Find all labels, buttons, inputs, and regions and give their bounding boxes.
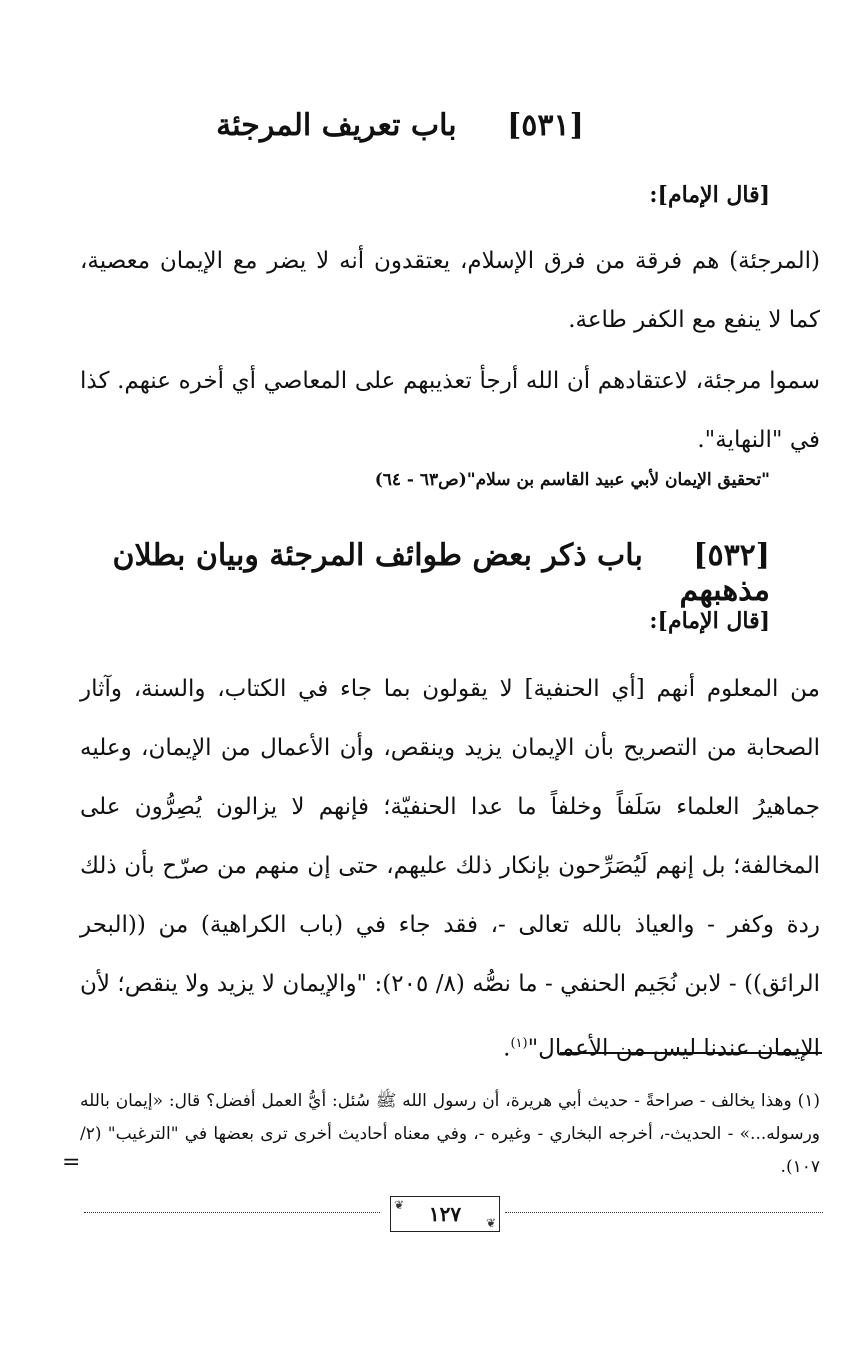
main-paragraph-text: من المعلوم أنهم [أي الحنفية] لا يقولون بما جاء في الكتاب، والسنة، وآثار الصحابة من التصريح بأن الإيمان يزيد وينقص، وأن الأعمال من الإيمان، وعليه جماهيرُ العلماء سَلَفاً وخلفاً ما عدا الحنفيّة؛ فإنهم لا يزالون يُصِرُّون على المخالفة؛ بل إنهم لَيُصَرِّحون بإنكار ذلك عليهم، حتى إن منهم من صرّح بأن ذلك ردة وكفر - والعياذ بالله تعالى -، فقد جاء في (باب الكراهية) من ((البحر الرائق)) - لابن نُجَيم الحنفي - ما نصُّه (٨/ ٢٠٥): "والإيمان لا يزيد ولا ينقص؛ لأن الإيمان عندنا ليس من الأعمال" (80, 676, 821, 1062)
definition-paragraph: (المرجئة) هم فرقة من فرق الإسلام، يعتقدون أنه لا يضر مع الإيمان معصية، كما لا ينفع مع الكفر طاعة. (80, 248, 820, 333)
section-title: باب تعريف المرجئة (216, 108, 457, 143)
ornament-icon: ❦ (394, 1198, 405, 1212)
ornament-icon: ❦ (485, 1216, 496, 1230)
footer-dotted-line (84, 1212, 380, 1213)
section-531-heading (80, 108, 720, 143)
section-532-heading (80, 538, 770, 608)
footnote-reference: (١) (510, 1036, 528, 1051)
section-number: [٥٣٢] (693, 538, 770, 573)
page-number: ١٢٧ (428, 1202, 462, 1226)
section-title: باب ذكر بعض طوائف المرجئة وبيان بطلان مذهبهم (112, 538, 770, 608)
continuation-mark: = (62, 1150, 81, 1175)
source-citation: "تحقيق الإيمان لأبي عبيد القاسم بن سلام"(ص٦٣ - ٦٤) (374, 470, 770, 490)
footnote-separator (560, 1052, 822, 1054)
page-number-frame (390, 1196, 500, 1232)
naming-paragraph: سموا مرجئة، لاعتقادهم أن الله أرجأ تعذيبهم على المعاصي أي أخره عنهم. كذا في "النهاية". (80, 368, 820, 453)
paragraph-end: . (503, 1035, 511, 1062)
footer-dotted-line (505, 1212, 823, 1213)
imam-said-label: [قال الإمام]: (649, 608, 770, 634)
imam-said-label: [قال الإمام]: (649, 182, 770, 208)
section-number: [٥٣١] (507, 108, 584, 143)
main-paragraph (80, 660, 820, 1079)
footnote: (١) وهذا يخالف - صراحةً - حديث أبي هريرة، أن رسول الله ﷺ سُئل: أيُّ العمل أفضل؟ قال: «إيمان بالله ورسوله...» - الحديث-، أخرجه البخاري - وغيره -، وفي معناه أحاديث أخرى ترى بعضها في "الترغيب" (٢/ ١٠٧). (80, 1091, 820, 1177)
